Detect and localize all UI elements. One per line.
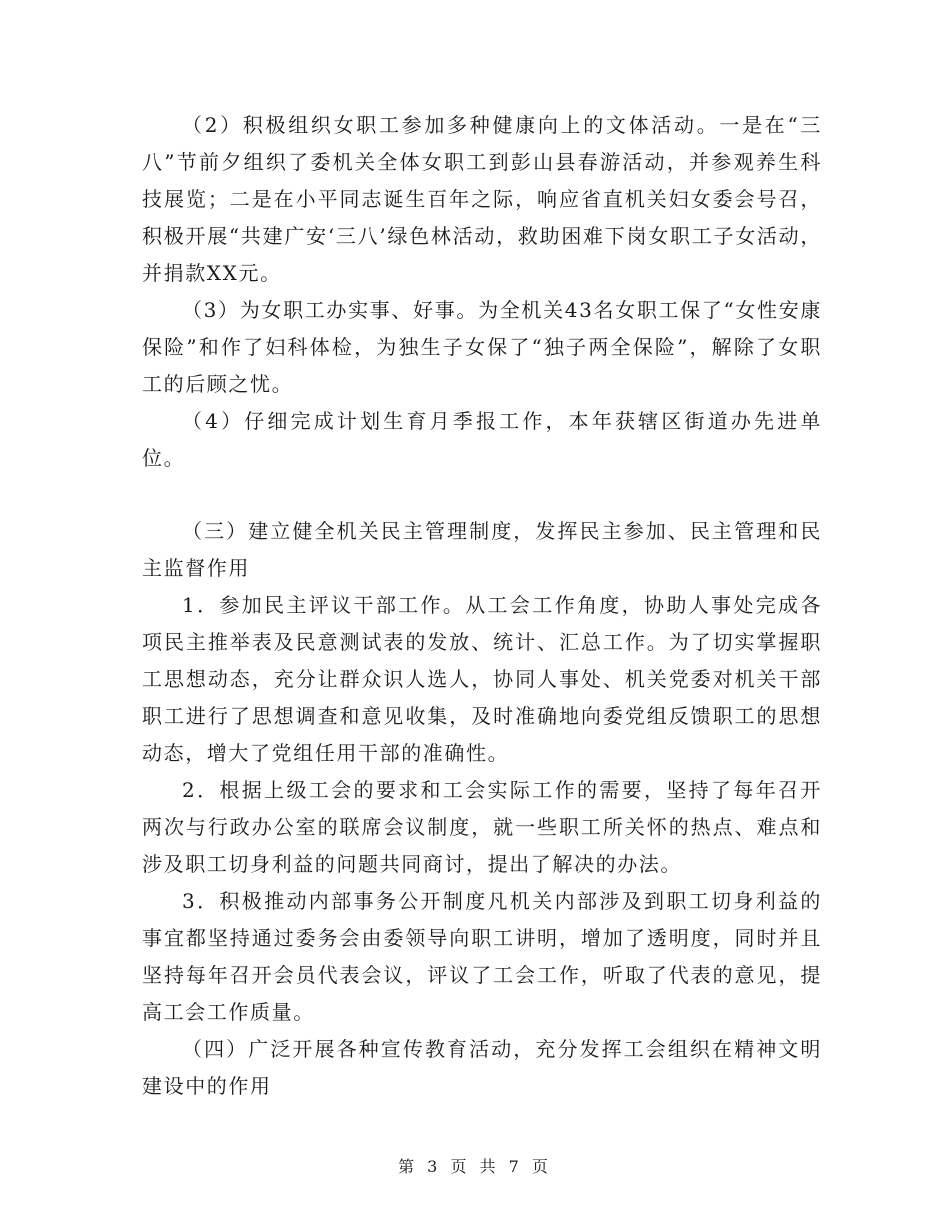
page-number-footer: 第 3 页 共 7 页 <box>398 1157 552 1176</box>
section-heading-democratic-management: （三）建立健全机关民主管理制度，发挥民主参加、民主管理和民主监督作用 <box>142 519 822 580</box>
paragraph-affairs-openness: 3．积极推动内部事务公开制度凡机关内部涉及到职工切身利益的事宜都坚持通过委务会由委领导向职工讲明，增加了透明度，同时并且坚持每年召开会员代表会议，评议了工会工作，听取了代表的意见，提高工会工作质量。 <box>142 889 822 1024</box>
paragraph-women-cultural-activities: （2）积极组织女职工参加多种健康向上的文体活动。一是在“三八”节前夕组织了委机关全体女职工到彭山县春游活动，并参观养生科技展览；二是在小平同志诞生百年之际，响应省直机关妇女委会号召，积极开展“共建广安‘三八’绿色林活动，救助困难下岗女职工子女活动，并捐款XX元。 <box>142 113 822 285</box>
document-body <box>142 107 822 1105</box>
section-heading-publicity-education: （四）广泛开展各种宣传教育活动，充分发挥工会组织在精神文明建设中的作用 <box>142 1037 822 1098</box>
paragraph-women-practical-help: （3）为女职工办实事、好事。为全机关43名女职工保了“女性安康保险”和作了妇科体检，为独生子女保了“独子两全保险”，解除了女职工的后顾之忧。 <box>142 298 822 396</box>
paragraph-democratic-evaluation: 1．参加民主评议干部工作。从工会工作角度，协助人事处完成各项民主推举表及民意测试表的发放、统计、汇总工作。为了切实掌握职工思想动态，充分让群众识人选人，协同人事处、机关党委对机关干部职工进行了思想调查和意见收集，及时准确地向委党组反馈职工的思想动态，增大了党组任用干部的准确性。 <box>142 593 822 765</box>
paragraph-spacer <box>142 477 822 513</box>
paragraph-joint-meeting-system: 2．根据上级工会的要求和工会实际工作的需要，坚持了每年召开两次与行政办公室的联席会议制度，就一些职工所关怀的热点、难点和涉及职工切身利益的问题共同商讨，提出了解决的办法。 <box>142 778 822 876</box>
paragraph-family-planning-report: （4）仔细完成计划生育月季报工作，本年获辖区街道办先进单位。 <box>142 409 822 470</box>
